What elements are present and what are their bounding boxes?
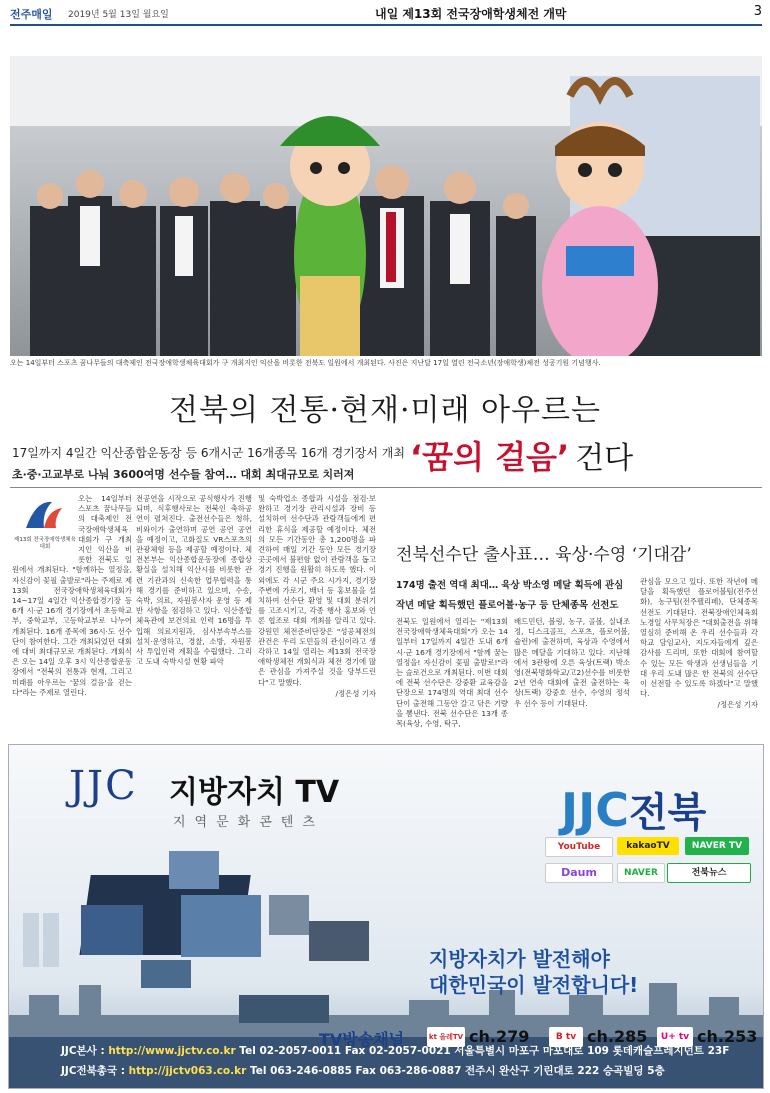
event-photo-illustration [10, 56, 762, 356]
ad-contact-jeonbuk [61, 1063, 665, 1078]
ad-brand-logo [561, 781, 706, 838]
side-subheadline-1: 174명 출전 역대 최대… 육상 박소영 메달 획득에 관심 [396, 580, 624, 591]
youtube-chip: YouTube [545, 837, 613, 857]
event-logo [12, 494, 78, 558]
page-number: 3 [753, 4, 762, 19]
naver-chip: NAVER [617, 863, 665, 883]
article-byline: /정은성 기자 [335, 688, 376, 698]
publication-name: 전주매일 [10, 8, 53, 21]
uplus-tv-logo: U+ tv [657, 1027, 693, 1047]
jeonbuk-news-chip: 전북뉴스 [667, 863, 751, 883]
side-headline: 전북선수단 출사표… 육상·수영 ‘기대감’ [396, 545, 692, 565]
side-subheadline-2: 작년 메달 획득했던 플로어볼·농구 등 단체종목 선전도 [396, 600, 619, 611]
side-column-2 [514, 617, 630, 733]
article-column-2 [136, 494, 252, 732]
uplus-channel-number: ch.253 [697, 1027, 758, 1046]
page-section-title: 내일 제13회 전국장애학생체전 개막 [375, 7, 567, 21]
article-column-2-text: 전공연을 시작으로 공식행사가 진행되며, 식후행사로는 전북인 축하공연이 펼쳐진다. 출전선수들은 청하, 비와이가 출연하며 공연 공연 공연을 예정이고, 고화질도 VR스포츠의 관광체험 등을 제공할 예정이다. 체전본부는 익산종합운동장에 종합상황실을 설치해 익산시를 비롯한 관련 기관과의 신속한 업무협력을 통해 경기를 준비하고 있으며, 수송, 숙박, 의료, 자원봉사자 운영 등 제반 사항을 점검하고 있다. 익산종합체육관에 보건의료 인력 16명을 투입해 의료지원과, 심사부속부스를 설치·운영하고, 경찰, 소방, 자원봉사 투입인력 계획을 수립했다. 그리고 도내 숙박시설 현황 파악 [136, 494, 252, 667]
ad-slogan-2: 대한민국이 발전합니다! [429, 973, 639, 997]
btv-channel-number: ch.285 [587, 1027, 648, 1046]
article-column-3 [258, 494, 376, 732]
article-column-1 [12, 494, 132, 732]
headline-accent-line [410, 432, 633, 478]
ad-jeonbuk-url[interactable]: http://jjctv063.co.kr [128, 1065, 247, 1077]
side-column-3-text: 관심을 모으고 있다. 또한 작년에 메달을 획득했던 플로어볼팀(전주선화), 농구팀(전주펠리페), 단체종목 선전도 기대된다. 전북장애인체육회 노경일 사무처장은 "대회출전을 위해 열심히 준비해 온 우리 선수들과 각 학교 담임교사, 지도자들에게 깊은 감사를 드리며, 또한 대회에 참여할 수 있는 모든 학생과 선생님들을 기대 우리 도내 많은 한 전북의 선수단이 선전할 수 있도록 하겠다"고 말했다. [640, 577, 758, 699]
side-column-1 [396, 617, 508, 733]
subheadline-1: 17일까지 4일간 익산종합운동장 등 6개시군 16개종목 16개 경기장서 개최 [12, 446, 405, 460]
photo-caption: 오는 14일부터 스포츠 꿈나무들의 대축제인 전국장애학생체육대회가 구 개최지인 익산을 비롯한 전북도 일원에서 개최된다. 사진은 지난달 17일 열린 전국소년(장애학생)체전 성공기원 기념행사. [10, 359, 601, 367]
subheadline-2: 초·중·고교부로 나눠 3600여명 선수들 참여… 대회 최대규모로 치러져 [12, 468, 355, 481]
tv-channel-label: TV방송채널 [319, 1030, 405, 1049]
side-column-2-text: 배드민턴, 볼링, 농구, 골볼, 실내조정, 디스크골프, 스포츠, 플로어볼, 슐런)에 출전하며, 육상과 수영에서 많은 메달을 기대하고 있다. 지난해에서 3관왕에 오른 육상(트랙) 박소영(전북명화학교/고2)선수를 비롯한 2년 연속 대회에 출전 출전하는 육상(트랙) 강중호 선수, 수영의 정석우 선수 등이 기대된다. [514, 617, 630, 708]
navertv-chip: NAVER TV [685, 837, 749, 855]
btv-logo: B tv [549, 1027, 583, 1047]
ad-jeonbuk-label: JJC전북총국 : [61, 1065, 129, 1077]
ad-tv-subtitle: 지역문화콘텐츠 [173, 815, 324, 830]
ad-hq-label: JJC본사 : [61, 1045, 109, 1057]
ad-jjc-logo: JJC [69, 763, 138, 809]
ad-slogan-1: 지방자치가 발전해야 [429, 947, 610, 971]
kakaotv-chip: kakaoTV [617, 837, 679, 855]
olleh-channel-number: ch.279 [469, 1027, 530, 1046]
page-header [10, 4, 762, 22]
ad-hq-url[interactable]: http://www.jjctv.co.kr [108, 1045, 236, 1057]
event-photo [10, 56, 762, 356]
ad-brand-tail: 전북 [629, 790, 707, 836]
side-byline: /정은성 기자 [717, 700, 758, 710]
jjc-advertisement [8, 744, 764, 1089]
ad-jeonbuk-rest: Tel 063-246-0885 Fax 063-286-0887 전주시 완산구 기린대로 222 승곡빌딩 5층 [246, 1065, 665, 1077]
headline-accent: ‘꿈의 걸음’ [410, 438, 570, 476]
ad-brand-main: JJC [561, 783, 629, 837]
side-column-1-text: 전북도 일원에서 열리는 "제13회 전국장애학생체육대회"가 오는 14일부터 17일까지 4일간 도내 6개 시·군 16개 경기장에서 "함께 꿈는 열정을! 자신감이 꽃필 출발로!"라는 슬로건으로 개최된다. 이번 대회에 전북 선수단은 강중환 교육감을 단장으로 174명의 역대 최대 선수단이 출전해 그동안 갈고 닦은 기량을 뽐낸다. 전북 선수단은 13개 종목(육상, 수영, 탁구, [396, 617, 508, 729]
issue-date: 2019년 5월 13일 월요일 [68, 10, 169, 20]
section-rule [10, 487, 762, 488]
event-logo-text: 제13회 전국장애학생체육대회 [14, 537, 76, 551]
article-column-1-text: 오는 14일부터 스포츠 꿈나무들의 대축제인 전국장애학생체육대회가 구 개최지인 익산을 비롯한 전북도 일원에서 개최된다. "함께하는 열정을, 자신감이 꽃필 출발로"라는 주제로 제13회 전국장애학생체육대회가 14~17일 4일간 익산종합경기장 등 6개 시·군 16개 경기장에서 초등학교부, 중학교부, 고등학교부로 나누어 개최된다. 16개 종목에 36시·도 선수단이 참여한다. 그간 개최되었던 대회에 대비 최대규모로 개최된다. 개회식은 오는 14일 오후 3시 익산종합운동장에서 "전북의 전통과 현재, 그리고 미래를 아우르는 '꿈의 걸음'을 걷는다"라는 주제로 열린다. [12, 494, 132, 697]
ad-contact-hq [61, 1043, 729, 1058]
daum-chip: Daum [545, 863, 613, 883]
headline-accent-tail: 건다 [575, 441, 634, 476]
olleh-tv-logo: kt 올레TV [427, 1027, 465, 1047]
ad-hq-rest: Tel 02-2057-0011 Fax 02-2057-0021 서울특별시 마포구 마포대로 109 롯데캐슬프레지던트 23F [235, 1045, 730, 1057]
side-column-3 [640, 577, 758, 733]
ad-tv-title: 지방자치 TV [169, 775, 340, 810]
main-headline: 전북의 전통·현재·미래 아우르는 [169, 393, 601, 428]
article-column-3-text: 및 숙박업소 종합과 시설을 점검·보완하고 경기장 관리시설과 장비 등 설치하여 선수단과 관람객들에게 편리한 휴식을 제공할 예정이다. 체전의 모든 기간동안 총 1,200명을 파견하여 매일 기간 동안 모든 경기장 곳곳에서 불편함 없이 관람객을 돕고 경기 진행을 원활히 하도록 했다. 이외에도 각 시군 주요 시가지, 경기장 주변에 가로기, 배너 등 홍보물을 설치하여 선수단 환영 및 대회 분위기를 고조시키고, 각종 행사 홍보와 언론 협조로 대회 개최를 알리고 있다. 강원민 체전준비단장은 "성공체전의 관건은 우리 도민들의 관심이라고 생각하고 14일 열리는 제13회 전국장애학생체전 개회식과 체전 경기에 많은 관심을 가져주실 것을 당부드린다"고 말했다. [258, 494, 376, 687]
header-rule [10, 24, 762, 26]
event-logo-icon [12, 494, 72, 534]
